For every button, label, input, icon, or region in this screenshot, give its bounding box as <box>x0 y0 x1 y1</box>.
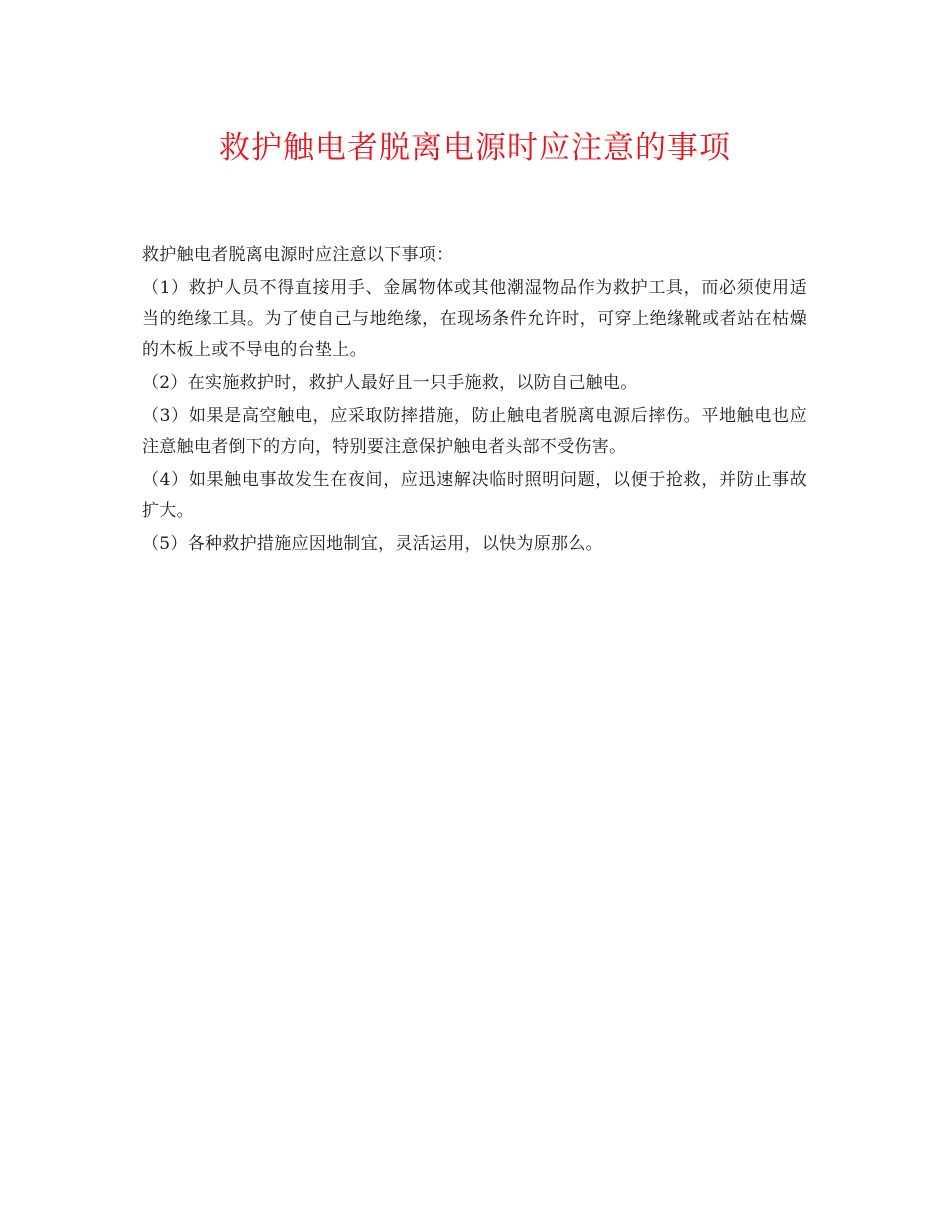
document-body <box>142 240 807 562</box>
list-item-4: （4）如果触电事故发生在夜间，应迅速解决临时照明问题，以便于抢救，并防止事故扩大。 <box>142 470 807 521</box>
list-item-1: （1）救护人员不得直接用手、金属物体或其他潮湿物品作为救护工具，而必须使用适当的绝缘工具。为了使自己与地绝缘，在现场条件允许时，可穿上绝缘靴或者站在枯燥的木板上或不导电的台垫上。 <box>142 278 807 360</box>
intro-paragraph: 救护触电者脱离电源时应注意以下事项： <box>142 245 454 265</box>
list-item-2: （2）在实施救护时，救护人最好且一只手施救，以防自己触电。 <box>142 373 638 393</box>
list-item-5: （5）各种救护措施应因地制宜，灵活运用，以快为原那么。 <box>142 534 603 554</box>
document-title: 救护触电者脱离电源时应注意的事项 <box>219 130 731 166</box>
list-item-3: （3）如果是高空触电，应采取防摔措施，防止触电者脱离电源后摔伤。平地触电也应注意触电者倒下的方向，特别要注意保护触电者头部不受伤害。 <box>142 406 807 457</box>
